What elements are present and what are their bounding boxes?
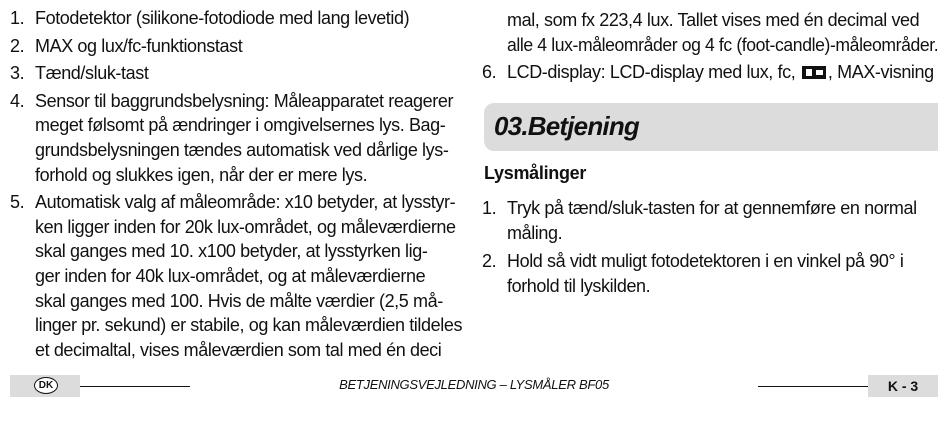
component-list-continued	[482, 60, 938, 85]
right-column	[482, 0, 938, 85]
list-item: 3. Tænd/sluk-tast	[10, 63, 149, 84]
footer-title: BETJENINGSVEJLEDNING – LYSMÅLER BF05	[190, 377, 758, 392]
component-list	[10, 6, 470, 362]
item5-continuation: mal, som fx 223,4 lux. Tallet vises med én decimal ved alle 4 lux-måleområder og 4 fc (foot-candle)-måleområder.	[507, 10, 939, 55]
list-item: 1. Tryk på tænd/sluk-tasten for at gennemføre en normal måling.	[482, 198, 917, 243]
list-item: 1. Fotodetektor (silikone-fotodiode med lang levetid)	[10, 8, 410, 28]
list-item: 4. Sensor til baggrundsbelysning: Måleapparatet reagerer meget følsomt på ændringer i omgivelsernes lys. Bag- grundsbelysningen tændes automatisk ved dårlige lys- forhold og slukkes igen, når der er mere lys.	[10, 90, 454, 185]
country-badge: DK	[10, 375, 80, 397]
page-footer	[10, 375, 938, 397]
list-item: 6. LCD-display: LCD-display med lux, fc, , MAX-visning	[482, 62, 934, 83]
list-item: 2. Hold så vidt muligt fotodetektoren i en vinkel på 90° i forhold til lyskilden.	[482, 251, 904, 296]
steps-list	[482, 196, 938, 302]
left-column	[10, 0, 470, 362]
list-item: 2. MAX og lux/fc-funktionstast	[10, 35, 243, 56]
subheading: Lysmålinger	[484, 163, 587, 183]
section-heading: 03.Betjening	[484, 103, 938, 151]
battery-icon	[802, 66, 826, 79]
list-item: 5. Automatisk valg af måleområde: x10 betyder, at lysstyr- ken ligger inden for 20k lux-området, og måleværdierne skal ganges med 10. x100 betyder, at lysstyrken lig- ger inden for 40k lux-området, og at måleværdierne skal ganges med 100. Hvis de målte værdier (2,5 må- linger pr. sekund) er stabile, og kan måleværdien tildeles et decimaltal, vises måleværdien som tal med én deci	[10, 192, 463, 360]
page-number: K - 3	[868, 375, 938, 397]
